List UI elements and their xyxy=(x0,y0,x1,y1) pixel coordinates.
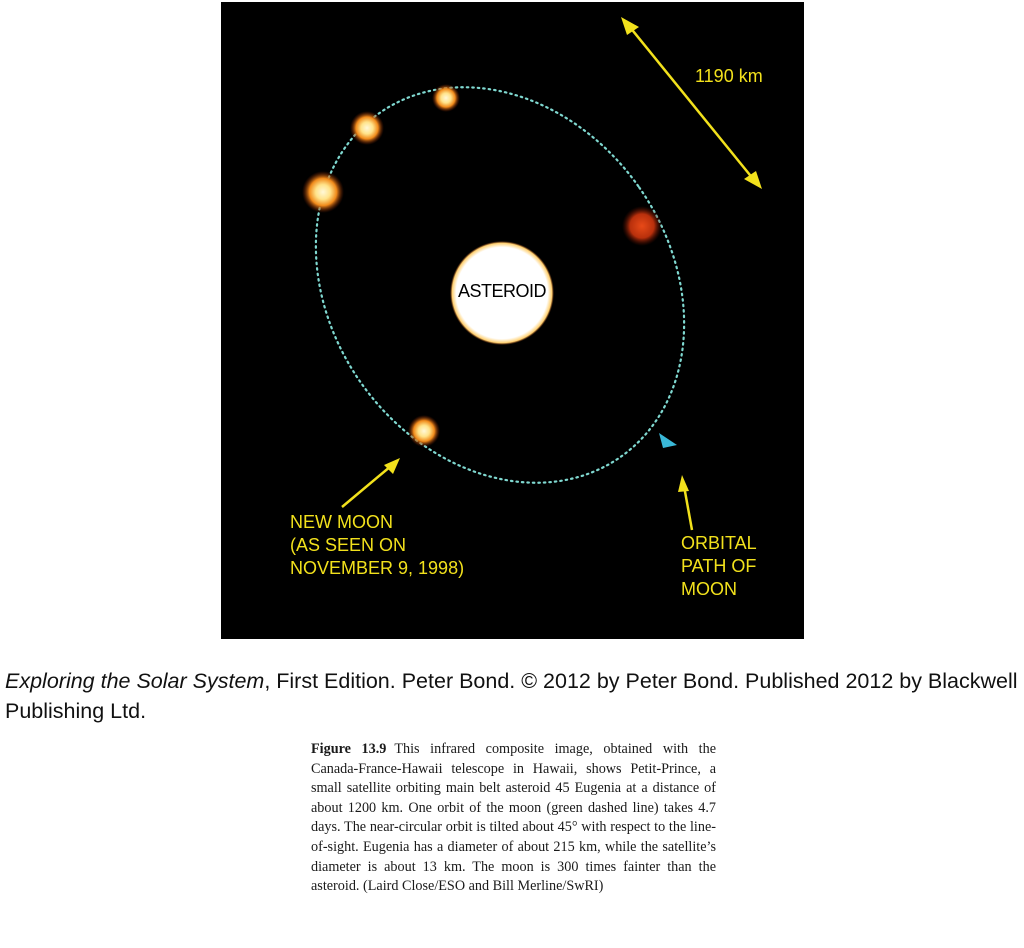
figure-number: Figure 13.9 xyxy=(311,741,387,757)
orbital-path-label-line: MOON xyxy=(681,579,737,599)
scale-label: 1190 km xyxy=(695,66,763,86)
figure-caption xyxy=(311,740,716,897)
orbital-path-label-line: ORBITAL xyxy=(681,533,757,553)
new-moon-label-line: NOVEMBER 9, 1998) xyxy=(290,558,465,578)
book-title: Exploring the Solar System xyxy=(5,669,265,693)
moon-image xyxy=(350,111,384,145)
new-moon-label xyxy=(290,511,530,580)
scale-arrow xyxy=(621,17,762,189)
orbital-path-label xyxy=(681,532,791,601)
book-citation xyxy=(5,666,1021,726)
moon-image xyxy=(302,171,344,213)
moon-image xyxy=(408,415,440,447)
new-moon-label-line: NEW MOON xyxy=(290,512,393,532)
new-moon-pointer-arrow xyxy=(342,458,400,507)
figure-image xyxy=(221,2,804,639)
new-moon-label-line: (AS SEEN ON xyxy=(290,535,407,555)
orbital-path-label-line: PATH OF xyxy=(681,556,757,576)
orbit-direction-arrowhead xyxy=(659,433,677,448)
caption-text: This infrared composite image, obtained with the Canada-France-Hawaii telescope in Hawaii, shows Petit-Prince, a small satellite orbiting main belt asteroid 45 Eugenia at a distance of about 1200 km. One orbit of the moon (green dashed line) takes 4.7 days. The near-circular orbit is tilted about 45° with respect to the line-of-sight. Eugenia has a diameter of about 215 km, while the satellite’s diameter is about 13 km. The moon is 300 times fainter than the asteroid. (Laird Close/ESO and Bill Merline/SwRI) xyxy=(311,741,716,895)
moon-image xyxy=(432,84,460,112)
asteroid-label: ASTEROID xyxy=(457,281,546,301)
orbit-pointer-arrow xyxy=(678,475,692,530)
moon-image xyxy=(622,206,662,246)
citation-text: , First Edition. Peter Bond. © 2012 by Peter Bond. Published 2012 by Blackwell Publishing Ltd. xyxy=(5,669,1018,723)
